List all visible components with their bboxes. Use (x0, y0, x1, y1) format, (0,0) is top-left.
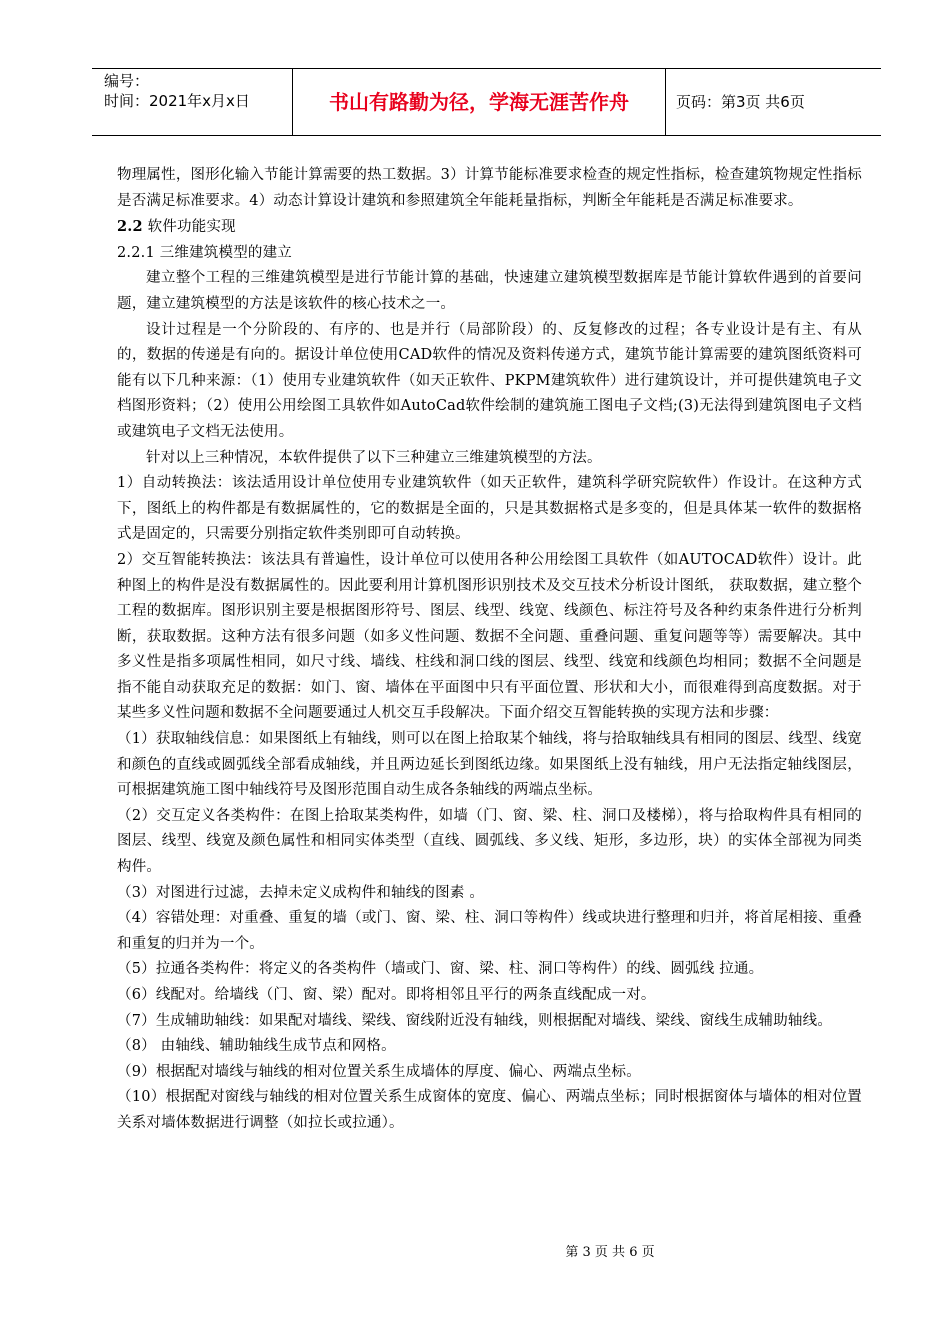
document-number-label: 编号： (104, 72, 150, 90)
list-item: （9）根据配对墙线与轴线的相对位置关系生成墙体的厚度、偏心、两端点坐标。 (117, 1063, 641, 1080)
header-page-number: 页码：第3页 共6页 (676, 93, 805, 111)
list-item: （3）对图进行过滤，去掉未定义成构件和轴线的图素 。 (117, 884, 485, 901)
list-item: （5）拉通各类构件：将定义的各类构件（墙或门、窗、梁、柱、洞口等构件）的线、圆弧线 拉通。 (117, 961, 764, 978)
header-page-cell (666, 69, 881, 135)
paragraph: 针对以上三种情况，本软件提供了以下三种建立三维建筑模型的方法。 (146, 449, 602, 466)
section-heading (117, 214, 862, 241)
header-info-cell (92, 69, 293, 135)
list-item: （10）根据配对窗线与轴线的相对位置关系生成窗体的宽度、偏心、两端点坐标；同时根据窗体与墙体的相对位置关系对墙体数据进行调整（如拉长或拉通）。 (117, 1089, 862, 1131)
page-header (92, 68, 881, 136)
section-number: 2.2 (117, 218, 143, 236)
paragraph: 设计过程是一个分阶段的、有序的、也是并行（局部阶段）的、反复修改的过程；各专业设计是有主、有从的，数据的传递是有向的。据设计单位使用CAD软件的情况及资料传递方式，建筑节能计算需要的建筑图纸资料可能有以下几种来源：（1）使用专业建筑软件（如天正软件、PKPM建筑软件）进行建筑设计，并可提供建筑电子文档图形资料；（2）使用公用绘图工具软件如AutoCad软件绘制的建筑施工图电子文档;(3)无法得到建筑图电子文档或建筑电子文档无法使用。 (117, 321, 862, 440)
header-motto-cell (293, 69, 666, 135)
paragraph: 物理属性，图形化输入节能计算需要的热工数据。3）计算节能标准要求检查的规定性指标，检查建筑物规定性指标是否满足标准要求。4）动态计算设计建筑和参照建筑全年能耗量指标，判断全年能耗是否满足标准要求。 (117, 167, 862, 209)
list-item: （1）获取轴线信息：如果图纸上有轴线，则可以在图上拾取某个轴线，将与拾取轴线具有相同的图层、线型、线宽和颜色的直线或圆弧线全部看成轴线，并且两边延长到图纸边缘。如果图纸上没有轴线，用户无法指定轴线图层，可根据建筑施工图中轴线符号及图形范围自动生成各条轴线的两端点坐标。 (117, 731, 862, 799)
document-time-label: 时间：2021年x月x日 (104, 92, 250, 110)
list-item: （7）生成辅助轴线：如果配对墙线、梁线、窗线附近没有轴线，则根据配对墙线、梁线、窗线生成辅助轴线。 (117, 1012, 833, 1029)
list-item: （2）交互定义各类构件：在图上拾取某类构件，如墙（门、窗、梁、柱、洞口及楼梯），将与拾取构件具有相同的图层、线型、线宽及颜色属性和相同实体类型（直线、圆弧线、多义线、矩形，多边形，块）的实体全部视为同类构件。 (117, 807, 862, 876)
header-motto: 书山有路勤为径，学海无涯苦作舟 (329, 90, 629, 114)
paragraph: 1）自动转换法：该法适用设计单位使用专业建筑软件（如天正软件，建筑科学研究院软件）作设计。在这种方式下，图纸上的构件都是有数据属性的，它的数据是全面的，只是其数据格式是多变的，但是具体某一软件的数据格式是固定的，只需要分别指定软件类别即可自动转换。 (117, 475, 862, 543)
section-title: 软件功能实现 (147, 219, 236, 236)
list-item: （8） 由轴线、辅助轴线生成节点和网格。 (117, 1038, 396, 1055)
paragraph: 建立整个工程的三维建筑模型是进行节能计算的基础，快速建立建筑模型数据库是节能计算软件遇到的首要问题，建立建筑模型的方法是该软件的核心技术之一。 (117, 270, 862, 312)
subsection-heading: 2.2.1 三维建筑模型的建立 (117, 244, 293, 261)
document-body (117, 163, 862, 1137)
list-item: （4）容错处理：对重叠、重复的墙（或门、窗、梁、柱、洞口等构件）线或块进行整理和归并，将首尾相接、重叠和重复的归并为一个。 (117, 910, 862, 952)
paragraph: 2）交互智能转换法：该法具有普遍性，设计单位可以使用各种公用绘图工具软件（如AUTOCAD软件）设计。此种图上的构件是没有数据属性的。因此要利用计算机图形识别技术及交互技术分析设计图纸， 获取数据，建立整个工程的数据库。图形识别主要是根据图形符号、图层、线型、线宽、线颜色、标注符号及各种约束条件进行分析判断，获取数据。这种方法有很多问题（如多义性问题、数据不全问题、重叠问题、重复问题等等）需要解决。其中多义性是指多项属性相同，如尺寸线、墙线、柱线和洞口线的图层、线型、线宽和线颜色均相同；数据不全问题是指不能自动获取充足的数据：如门、窗、墙体在平面图中只有平面位置、形状和大小，而很难得到高度数据。对于某些多义性问题和数据不全问题要通过人机交互手段解决。下面介绍交互智能转换的实现方法和步骤： (117, 551, 862, 722)
page-footer: 第 3 页 共 6 页 (565, 1245, 655, 1260)
list-item: （6）线配对。给墙线（门、窗、梁）配对。即将相邻且平行的两条直线配成一对。 (117, 987, 656, 1003)
